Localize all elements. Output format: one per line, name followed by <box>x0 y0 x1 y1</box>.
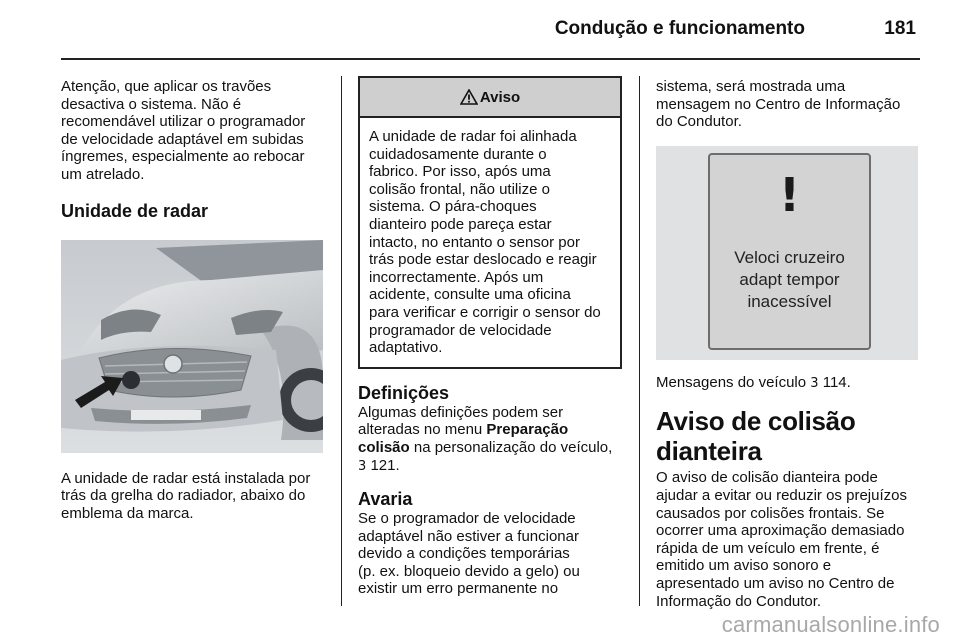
text-line: A unidade de radar está instalada por <box>61 469 311 487</box>
text-line: adaptável não estiver a funcionar <box>358 527 579 545</box>
dic-line: adapt tempor <box>739 269 840 289</box>
warning-header <box>360 78 620 118</box>
warning-box <box>358 76 622 369</box>
text-line: para verificar e corrigir o sensor do <box>369 303 601 321</box>
radar-car-photo <box>61 240 323 453</box>
column-1 <box>61 78 325 522</box>
text-line: adaptativo. <box>369 339 443 357</box>
settings-paragraph <box>358 404 622 475</box>
text-line: Se o programador de velocidade <box>358 510 576 528</box>
text-line: sistema, será mostrada uma <box>656 78 846 95</box>
text-line: incorrectamente. Após um <box>369 268 544 286</box>
text-line: Informação do Condutor. <box>656 592 822 610</box>
exclamation-icon: ! <box>779 167 800 222</box>
text-line: emitido um aviso sonoro e <box>656 557 832 575</box>
text-line: do Condutor. <box>656 113 742 131</box>
text-line: emblema da marca. <box>61 504 194 522</box>
text-line: alteradas no menu Preparação <box>358 421 569 439</box>
text-line: ajudar a evitar ou reduzir os prejuízos <box>656 486 907 504</box>
collision-paragraph <box>656 469 922 610</box>
car-front-illustration <box>61 240 323 453</box>
heading-forward-collision-alert: Aviso de colisão dianteira <box>656 406 856 467</box>
menu-name-bold: colisão <box>358 438 410 456</box>
dic-screen <box>708 153 871 350</box>
text-line: causados por colisões frontais. Se <box>656 504 885 522</box>
text-line: ocorrer uma aproximação demasiado <box>656 522 905 540</box>
text-line: apresentado um aviso no Centro de <box>656 574 895 592</box>
menu-name-bold: Preparação <box>486 421 569 439</box>
text-line: cuidadosamente durante o <box>369 145 547 163</box>
warning-body <box>360 118 620 367</box>
radar-caption <box>61 470 325 523</box>
page-number: 181 <box>884 18 916 39</box>
text-line: colisão frontal, não utilize o <box>369 180 550 198</box>
warning-title: Aviso <box>479 88 521 106</box>
text-line: rápida de um veículo em frente, é <box>656 539 880 557</box>
text-line: O aviso de colisão dianteira pode <box>656 469 878 487</box>
continued-paragraph <box>656 78 922 131</box>
text-line: devido a condições temporárias <box>358 545 570 563</box>
driver-info-display-image <box>656 146 918 360</box>
text-line: trás da grelha do radiador, abaixo do <box>61 487 306 505</box>
text-line: (p. ex. bloqueio devido a gelo) ou <box>358 562 580 580</box>
heading-fault: Avaria <box>358 489 413 510</box>
page-header-title: Condução e funcionamento <box>554 18 805 39</box>
text-line: existir um erro permanente no <box>358 580 559 598</box>
column-3 <box>656 78 922 610</box>
text-line: dianteiro pode pareça estar <box>369 215 552 233</box>
text-line: fabrico. Por isso, após uma <box>369 163 551 181</box>
text-line: acidente, consulte uma oficina <box>369 286 571 304</box>
dic-line: inacessível <box>747 291 832 311</box>
header-rule <box>61 58 920 60</box>
warning-triangle-icon <box>460 89 478 105</box>
text-line: intacto, no entanto o sensor por <box>369 233 580 251</box>
fault-paragraph <box>358 510 622 598</box>
reference-arrow-icon: 3 <box>358 458 367 474</box>
intro-paragraph <box>61 78 325 184</box>
text-line: Atenção, que aplicar os travões <box>61 78 272 95</box>
text-line: de velocidade adaptável em subidas <box>61 130 304 148</box>
text-line: desactiva o sistema. Não é <box>61 95 242 113</box>
text-line: um atrelado. <box>61 165 145 183</box>
reference-arrow-icon: 3 <box>810 375 819 391</box>
column-divider <box>341 76 342 606</box>
watermark: carmanualsonline.info <box>721 612 940 637</box>
text-line: programador de velocidade <box>369 321 552 339</box>
column-divider <box>639 76 640 606</box>
text-line: recomendável utilizar o programador <box>61 113 306 131</box>
text-line: mensagem no Centro de Informação <box>656 95 901 113</box>
text-line: íngremes, especialmente ao rebocar <box>61 148 305 166</box>
dic-message <box>710 247 869 313</box>
heading-radar-unit: Unidade de radar <box>61 200 209 221</box>
column-2 <box>358 76 622 598</box>
text-line: sistema. O pára-choques <box>369 198 537 216</box>
text-line: A unidade de radar foi alinhada <box>369 128 577 145</box>
text-line: Algumas definições podem ser <box>358 403 564 421</box>
text-line: trás pode estar deslocado e reagir <box>369 251 597 269</box>
heading-settings: Definições <box>358 382 450 403</box>
text-line: colisão na personalização do veículo, <box>358 438 613 456</box>
dic-line: Veloci cruzeiro <box>734 247 845 267</box>
page-reference: 3 121. <box>358 456 400 474</box>
vehicle-messages-reference: Mensagens do veículo 3 114. <box>656 373 851 391</box>
